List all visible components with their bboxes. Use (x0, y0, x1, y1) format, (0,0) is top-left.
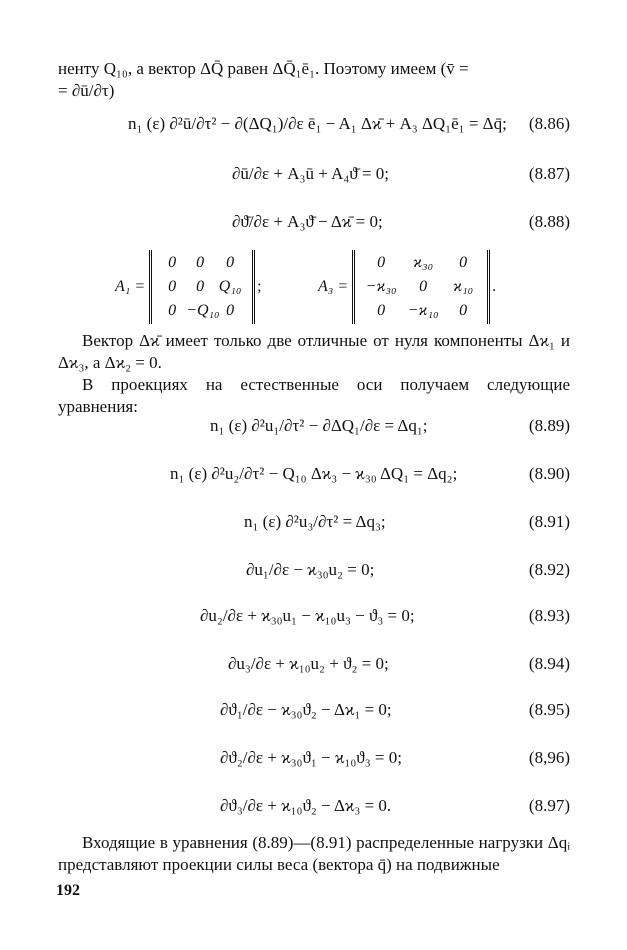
matrix-cell: 0 (168, 302, 177, 319)
equation-8-92: ∂u₁/∂ε − ϰ₃₀u₂ = 0; (246, 560, 375, 579)
matrix-a1 (115, 250, 262, 324)
equation-number: (8.97) (528, 796, 570, 815)
matrix-cell: 0 (168, 254, 177, 271)
matrix-cell: 0 (226, 254, 235, 271)
equation-number: (8.92) (528, 560, 570, 579)
matrix-cell: ϰ₃₀ (413, 254, 434, 271)
intro-line-1: ненту Q₁₀, а вектор ΔQ̄ равен ΔQ̄₁ē₁. Поэтому имеем (v̄ = (58, 59, 469, 78)
matrix-cell: 0 (377, 302, 386, 319)
paragraph-projections: В проекциях на естественные оси получаем следующие уравнения: (58, 375, 570, 416)
matrix-a3 (318, 250, 496, 324)
matrix-cell: ϰ₁₀ (453, 278, 474, 295)
matrix-a3-label: A₃ = (318, 278, 349, 295)
equation-number: (8.90) (528, 464, 570, 483)
matrix-cell: 0 (168, 278, 177, 295)
matrix-cell: Q₁₀ (218, 278, 242, 295)
equation-8-91: n₁ (ε) ∂²u₃/∂τ² = Δq₃; (244, 512, 386, 531)
matrix-cell: 0 (196, 254, 205, 271)
matrix-a1-label: A₁ = (115, 278, 146, 295)
matrix-cell: 0 (226, 302, 235, 319)
equation-8-88: ∂ϑ̄/∂ε + A₃ϑ̄ − Δϰ̄ = 0; (232, 212, 383, 231)
matrix-cell: −Q₁₀ (186, 302, 220, 319)
equation-8-86: n₁ (ε) ∂²ū/∂τ² − ∂(ΔQ₁)/∂ε ē₁ − A₁ Δϰ̄ + A₃ ΔQ₁ē₁ = Δq̄; (128, 114, 507, 133)
matrix-cell: 0 (419, 278, 428, 295)
intro-paragraph (58, 58, 570, 102)
equation-number: (8.93) (528, 606, 570, 625)
equation-number: (8.87) (528, 164, 570, 183)
equation-8-95: ∂ϑ₁/∂ε − ϰ₃₀ϑ₂ − Δϰ₁ = 0; (220, 700, 392, 719)
equation-number: (8.95) (528, 700, 570, 719)
equation-8-96: ∂ϑ₂/∂ε + ϰ₃₀ϑ₁ − ϰ₁₀ϑ₃ = 0; (220, 748, 402, 767)
matrix-cell: −ϰ₁₀ (407, 302, 439, 319)
paragraph-vector: Вектор Δϰ̄ имеет только две отличные от нуля компоненты Δϰ₁ и Δϰ₃, а Δϰ₂ = 0. (58, 331, 570, 372)
equation-8-90: n₁ (ε) ∂²u₂/∂τ² − Q₁₀ Δϰ₃ − ϰ₃₀ ΔQ₁ = Δq₂; (170, 464, 458, 483)
paragraph-loads: Входящие в уравнения (8.89)—(8.91) распределенные нагрузки Δqᵢ представляют проекции силы веса (вектора q̄) на подвижные (58, 833, 570, 874)
matrix-cell: 0 (459, 254, 468, 271)
matrix-cell: −ϰ₃₀ (365, 278, 397, 295)
intro-line-2: = ∂ū/∂τ) (58, 81, 115, 100)
equation-number: (8.86) (528, 114, 570, 133)
equation-number: (8,96) (528, 748, 570, 767)
matrix-cell: 0 (196, 278, 205, 295)
equation-number: (8.91) (528, 512, 570, 531)
matrix-cell: 0 (459, 302, 468, 319)
page-number: 192 (56, 882, 80, 899)
equation-number: (8.88) (528, 212, 570, 231)
matrix-a3-grid (352, 250, 490, 324)
equation-8-93: ∂u₂/∂ε + ϰ₃₀u₁ − ϰ₁₀u₃ − ϑ₃ = 0; (200, 606, 415, 625)
equation-number: (8.89) (528, 416, 570, 435)
equation-8-94: ∂u₃/∂ε + ϰ₁₀u₂ + ϑ₂ = 0; (228, 654, 389, 673)
equation-8-97: ∂ϑ₃/∂ε + ϰ₁₀ϑ₂ − Δϰ₃ = 0. (220, 796, 392, 815)
matrix-cell: 0 (377, 254, 386, 271)
matrix-a1-grid (149, 250, 255, 324)
matrix-a3-end: . (492, 278, 497, 295)
equation-number: (8.94) (528, 654, 570, 673)
matrix-a1-end: ; (257, 278, 262, 295)
equation-8-89: n₁ (ε) ∂²u₁/∂τ² − ∂ΔQ₁/∂ε = Δq₁; (210, 416, 428, 435)
equation-8-87: ∂ū/∂ε + A₃ū + A₄ϑ̄ = 0; (232, 164, 390, 183)
